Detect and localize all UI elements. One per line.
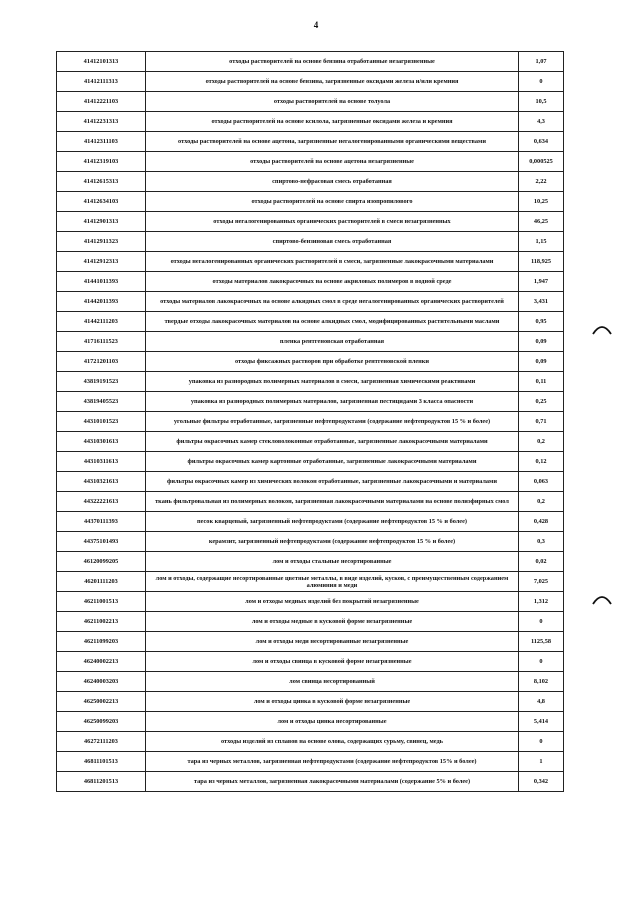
waste-name-cell: отходы негалогенированных органических растворителей в смеси незагрязненных bbox=[146, 212, 519, 232]
waste-code-cell: 41412901313 bbox=[57, 212, 146, 232]
waste-name-cell: отходы растворителей на основе ксилола, загрязненные оксидами железа и кремния bbox=[146, 112, 519, 132]
waste-code-cell: 41441011393 bbox=[57, 272, 146, 292]
waste-code-cell: 41721201103 bbox=[57, 352, 146, 372]
waste-name-cell: фильтры окрасочных камер картонные отработанные, загрязненные лакокрасочными материалами bbox=[146, 452, 519, 472]
table-row bbox=[57, 112, 564, 132]
waste-amount-cell: 0,2 bbox=[519, 492, 564, 512]
table-row bbox=[57, 132, 564, 152]
waste-amount-cell: 0,95 bbox=[519, 312, 564, 332]
table-row bbox=[57, 92, 564, 112]
waste-name-cell: ткань фильтровальная из полимерных волокон, загрязненная лакокрасочными материалами на основе полиэфирных смол bbox=[146, 492, 519, 512]
waste-amount-cell: 0,09 bbox=[519, 332, 564, 352]
table-row bbox=[57, 552, 564, 572]
waste-code-cell: 41412634103 bbox=[57, 192, 146, 212]
table-row bbox=[57, 432, 564, 452]
waste-amount-cell: 1,07 bbox=[519, 52, 564, 72]
waste-code-cell: 44370111393 bbox=[57, 512, 146, 532]
waste-code-cell: 41442111203 bbox=[57, 312, 146, 332]
waste-code-cell: 41716111523 bbox=[57, 332, 146, 352]
waste-code-cell: 41412912313 bbox=[57, 252, 146, 272]
table-row bbox=[57, 292, 564, 312]
waste-name-cell: лом свинца несортированный bbox=[146, 672, 519, 692]
waste-code-cell: 44310301613 bbox=[57, 432, 146, 452]
table-row bbox=[57, 52, 564, 72]
table-row bbox=[57, 732, 564, 752]
waste-code-cell: 46811101513 bbox=[57, 752, 146, 772]
table-row bbox=[57, 272, 564, 292]
waste-name-cell: угольные фильтры отработанные, загрязненные нефтепродуктами (содержание нефтепродуктов 15 % и более) bbox=[146, 412, 519, 432]
table-row bbox=[57, 192, 564, 212]
waste-amount-cell: 4,8 bbox=[519, 692, 564, 712]
waste-name-cell: отходы материалов лакокрасочных на основе алкидных смол в среде негалогенированных органических растворителей bbox=[146, 292, 519, 312]
waste-amount-cell: 46,25 bbox=[519, 212, 564, 232]
waste-amount-cell: 0 bbox=[519, 612, 564, 632]
waste-amount-cell: 0 bbox=[519, 732, 564, 752]
waste-amount-cell: 118,925 bbox=[519, 252, 564, 272]
waste-amount-cell: 8,102 bbox=[519, 672, 564, 692]
waste-code-cell: 46211002213 bbox=[57, 612, 146, 632]
waste-code-cell: 44310101523 bbox=[57, 412, 146, 432]
table-row bbox=[57, 652, 564, 672]
table-row bbox=[57, 452, 564, 472]
table-row bbox=[57, 752, 564, 772]
table-row bbox=[57, 492, 564, 512]
table-row bbox=[57, 672, 564, 692]
waste-name-cell: песок кварцевый, загрязненный нефтепродуктами (содержание нефтепродуктов 15 % и более) bbox=[146, 512, 519, 532]
waste-amount-cell: 0,000525 bbox=[519, 152, 564, 172]
waste-code-cell: 44310321613 bbox=[57, 472, 146, 492]
waste-table bbox=[56, 51, 564, 792]
punch-hole-mark bbox=[591, 322, 613, 336]
waste-name-cell: лом и отходы цинка в кусковой форме незагрязненные bbox=[146, 692, 519, 712]
waste-amount-cell: 0,3 bbox=[519, 532, 564, 552]
table-row bbox=[57, 372, 564, 392]
table-row bbox=[57, 72, 564, 92]
punch-hole-mark bbox=[591, 592, 613, 606]
waste-name-cell: лом и отходы свинца в кусковой форме незагрязненные bbox=[146, 652, 519, 672]
waste-name-cell: лом и отходы цинка несортированные bbox=[146, 712, 519, 732]
table-row bbox=[57, 412, 564, 432]
waste-name-cell: лом и отходы медных изделий без покрытий незагрязненные bbox=[146, 592, 519, 612]
table-row bbox=[57, 312, 564, 332]
table-body bbox=[57, 52, 564, 792]
waste-amount-cell: 0,09 bbox=[519, 352, 564, 372]
table-row bbox=[57, 592, 564, 612]
waste-amount-cell: 0 bbox=[519, 72, 564, 92]
waste-name-cell: спиртово-бензиновая смесь отработанная bbox=[146, 232, 519, 252]
waste-name-cell: отходы растворителей на основе спирта изопропилового bbox=[146, 192, 519, 212]
table-row bbox=[57, 252, 564, 272]
waste-code-cell: 46211001513 bbox=[57, 592, 146, 612]
waste-amount-cell: 5,414 bbox=[519, 712, 564, 732]
waste-amount-cell: 1125,58 bbox=[519, 632, 564, 652]
waste-amount-cell: 1,15 bbox=[519, 232, 564, 252]
waste-code-cell: 44322221613 bbox=[57, 492, 146, 512]
waste-amount-cell: 0,11 bbox=[519, 372, 564, 392]
waste-code-cell: 46811201513 bbox=[57, 772, 146, 792]
waste-amount-cell: 4,3 bbox=[519, 112, 564, 132]
waste-amount-cell: 0,25 bbox=[519, 392, 564, 412]
waste-name-cell: упаковка из разнородных полимерных материалов, загрязненная пестицидами 3 класса опасности bbox=[146, 392, 519, 412]
waste-amount-cell: 0,342 bbox=[519, 772, 564, 792]
waste-code-cell: 43819405523 bbox=[57, 392, 146, 412]
waste-amount-cell: 0,634 bbox=[519, 132, 564, 152]
waste-amount-cell: 1,947 bbox=[519, 272, 564, 292]
waste-name-cell: тара из черных металлов, загрязненная лакокрасочными материалами (содержание 5% и более) bbox=[146, 772, 519, 792]
waste-amount-cell: 1,312 bbox=[519, 592, 564, 612]
waste-amount-cell: 2,22 bbox=[519, 172, 564, 192]
waste-code-cell: 41412311103 bbox=[57, 132, 146, 152]
waste-name-cell: отходы растворителей на основе ацетона незагрязненные bbox=[146, 152, 519, 172]
waste-name-cell: пленка рентгеновская отработанная bbox=[146, 332, 519, 352]
table-row bbox=[57, 232, 564, 252]
waste-name-cell: лом и отходы стальные несортированные bbox=[146, 552, 519, 572]
waste-code-cell: 41412231313 bbox=[57, 112, 146, 132]
waste-code-cell: 46240003203 bbox=[57, 672, 146, 692]
waste-amount-cell: 0 bbox=[519, 652, 564, 672]
waste-amount-cell: 1 bbox=[519, 752, 564, 772]
waste-amount-cell: 10,5 bbox=[519, 92, 564, 112]
waste-amount-cell: 10,25 bbox=[519, 192, 564, 212]
table-row bbox=[57, 612, 564, 632]
waste-name-cell: твердые отходы лакокрасочных материалов на основе алкидных смол, модифицированных растительными маслами bbox=[146, 312, 519, 332]
waste-code-cell: 46250002213 bbox=[57, 692, 146, 712]
table-row bbox=[57, 532, 564, 552]
waste-amount-cell: 0,063 bbox=[519, 472, 564, 492]
waste-amount-cell: 0,02 bbox=[519, 552, 564, 572]
waste-code-cell: 41412615313 bbox=[57, 172, 146, 192]
waste-amount-cell: 3,431 bbox=[519, 292, 564, 312]
waste-code-cell: 41412911323 bbox=[57, 232, 146, 252]
table-row bbox=[57, 712, 564, 732]
waste-name-cell: спиртово-нефрасовая смесь отработанная bbox=[146, 172, 519, 192]
table-row bbox=[57, 572, 564, 592]
waste-code-cell: 41412221103 bbox=[57, 92, 146, 112]
page-number: 4 bbox=[313, 20, 319, 30]
waste-code-cell: 41412319103 bbox=[57, 152, 146, 172]
table-row bbox=[57, 392, 564, 412]
waste-name-cell: лом и отходы, содержащие несортированные цветные металлы, в виде изделий, кусков, с преимущественным содержанием алюминия и меди bbox=[146, 572, 519, 592]
waste-name-cell: лом и отходы меди несортированные незагрязненные bbox=[146, 632, 519, 652]
waste-name-cell: отходы изделий из сплавов на основе олова, содержащих сурьму, свинец, медь bbox=[146, 732, 519, 752]
waste-name-cell: тара из черных металлов, загрязненная нефтепродуктами (содержание нефтепродуктов 15% и более) bbox=[146, 752, 519, 772]
table-row bbox=[57, 212, 564, 232]
waste-name-cell: отходы фиксажных растворов при обработке рентгеновской пленки bbox=[146, 352, 519, 372]
waste-name-cell: упаковка из разнородных полимерных материалов в смеси, загрязненная химическими реактивами bbox=[146, 372, 519, 392]
table-row bbox=[57, 472, 564, 492]
waste-amount-cell: 0,2 bbox=[519, 432, 564, 452]
waste-code-cell: 41412111313 bbox=[57, 72, 146, 92]
waste-code-cell: 44375101493 bbox=[57, 532, 146, 552]
table-row bbox=[57, 332, 564, 352]
table-row bbox=[57, 352, 564, 372]
waste-name-cell: фильтры окрасочных камер из химических волокон отработанные, загрязненные лакокрасочными и материалами bbox=[146, 472, 519, 492]
waste-code-cell: 46211099203 bbox=[57, 632, 146, 652]
waste-name-cell: керамзит, загрязненный нефтепродуктами (содержание нефтепродуктов 15 % и более) bbox=[146, 532, 519, 552]
waste-code-cell: 46272111203 bbox=[57, 732, 146, 752]
table-row bbox=[57, 692, 564, 712]
waste-code-cell: 43819191523 bbox=[57, 372, 146, 392]
waste-amount-cell: 0,71 bbox=[519, 412, 564, 432]
waste-name-cell: отходы растворителей на основе бензина отработанные незагрязненные bbox=[146, 52, 519, 72]
waste-name-cell: отходы растворителей на основе толуола bbox=[146, 92, 519, 112]
waste-code-cell: 46250099203 bbox=[57, 712, 146, 732]
waste-name-cell: фильтры окрасочных камер стекловолоконные отработанные, загрязненные лакокрасочными материалами bbox=[146, 432, 519, 452]
table-row bbox=[57, 172, 564, 192]
waste-code-cell: 46240002213 bbox=[57, 652, 146, 672]
waste-code-cell: 46201111203 bbox=[57, 572, 146, 592]
waste-name-cell: отходы растворителей на основе бензина, загрязненные оксидами железа и/или кремния bbox=[146, 72, 519, 92]
table-row bbox=[57, 772, 564, 792]
waste-code-cell: 41442011393 bbox=[57, 292, 146, 312]
waste-name-cell: отходы материалов лакокрасочных на основе акриловых полимеров в водной среде bbox=[146, 272, 519, 292]
waste-name-cell: отходы негалогенированных органических растворителей в смеси, загрязненные лакокрасочными материалами bbox=[146, 252, 519, 272]
table-row bbox=[57, 632, 564, 652]
waste-code-cell: 44310311613 bbox=[57, 452, 146, 472]
waste-amount-cell: 0,12 bbox=[519, 452, 564, 472]
waste-code-cell: 41412101313 bbox=[57, 52, 146, 72]
waste-amount-cell: 0,428 bbox=[519, 512, 564, 532]
table-row bbox=[57, 512, 564, 532]
waste-name-cell: отходы растворителей на основе ацетона, загрязненные негалогенированными органическими веществами bbox=[146, 132, 519, 152]
waste-name-cell: лом и отходы медные в кусковой форме незагрязненные bbox=[146, 612, 519, 632]
waste-code-cell: 46120099205 bbox=[57, 552, 146, 572]
table-row bbox=[57, 152, 564, 172]
waste-amount-cell: 7,025 bbox=[519, 572, 564, 592]
